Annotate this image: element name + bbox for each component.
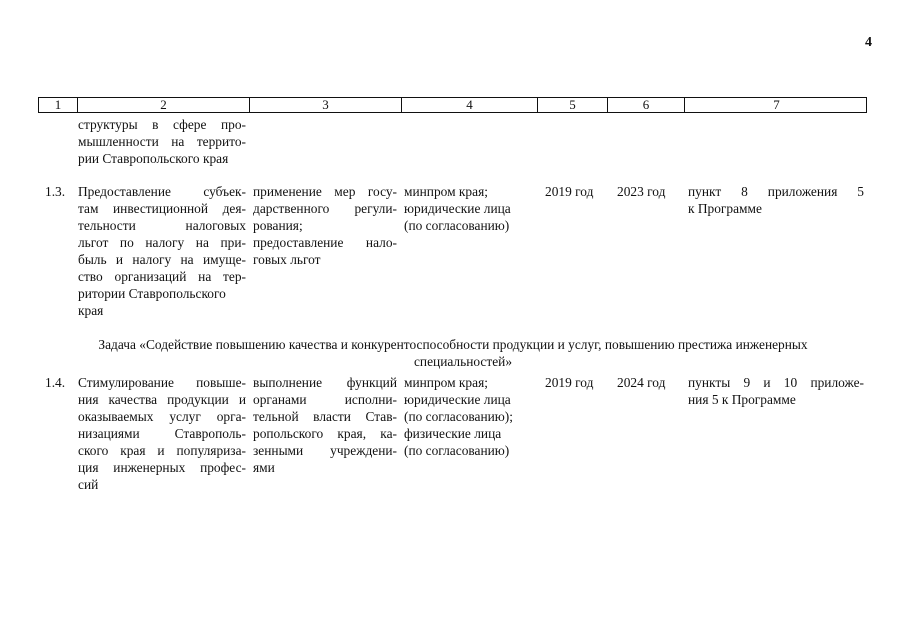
task-heading: Задача «Содействие повышению качества и конкурентоспособности продукции и услуг, повышению престижа инженерных специальностей» [98, 337, 808, 369]
row-start-year: 2019 год [545, 375, 594, 390]
header-col-3: 3 [249, 98, 401, 112]
page-number: 4 [865, 35, 872, 50]
header-col-2: 2 [77, 98, 249, 112]
row-reference: пункты 9 и 10 приложе- ния 5 к Программе [688, 375, 864, 407]
table-header-row [38, 97, 867, 113]
row-mechanism: применение мер госу- дарственного регули- рования; предоставление нало- говых льгот [253, 184, 397, 267]
row-description: структуры в сфере про- мышленности на террито- рии Ставропольского края [78, 117, 246, 166]
row-number: 1.4. [45, 375, 66, 390]
header-col-5: 5 [537, 98, 607, 112]
row-description: Стимулирование повыше- ния качества продукции и оказываемых услуг орга- низациями Ставрополь- ского края и популяриза- ция инженерных профес- сий [78, 375, 246, 492]
row-description: Предоставление субъек- там инвестиционной дея- тельности налоговых льгот по налогу на при- быль и налогу на имуще- ство организаций на тер- ритории Ставропольского края [78, 184, 246, 318]
row-number: 1.3. [45, 184, 66, 199]
row-executor: минпром края; юридические лица (по согласованию); физические лица (по согласованию) [404, 375, 513, 458]
row-executor: минпром края; юридические лица (по согласованию) [404, 184, 511, 233]
row-end-year: 2023 год [617, 184, 666, 199]
header-col-7: 7 [684, 98, 868, 112]
row-end-year: 2024 год [617, 375, 666, 390]
header-col-6: 6 [607, 98, 684, 112]
header-col-4: 4 [401, 98, 537, 112]
header-col-1: 1 [54, 97, 62, 112]
row-reference: пункт 8 приложения 5 к Программе [688, 184, 864, 216]
row-mechanism: выполнение функций органами исполни- тельной власти Став- ропольского края, ка- зенными учреждени- ями [253, 375, 397, 475]
row-start-year: 2019 год [545, 184, 594, 199]
